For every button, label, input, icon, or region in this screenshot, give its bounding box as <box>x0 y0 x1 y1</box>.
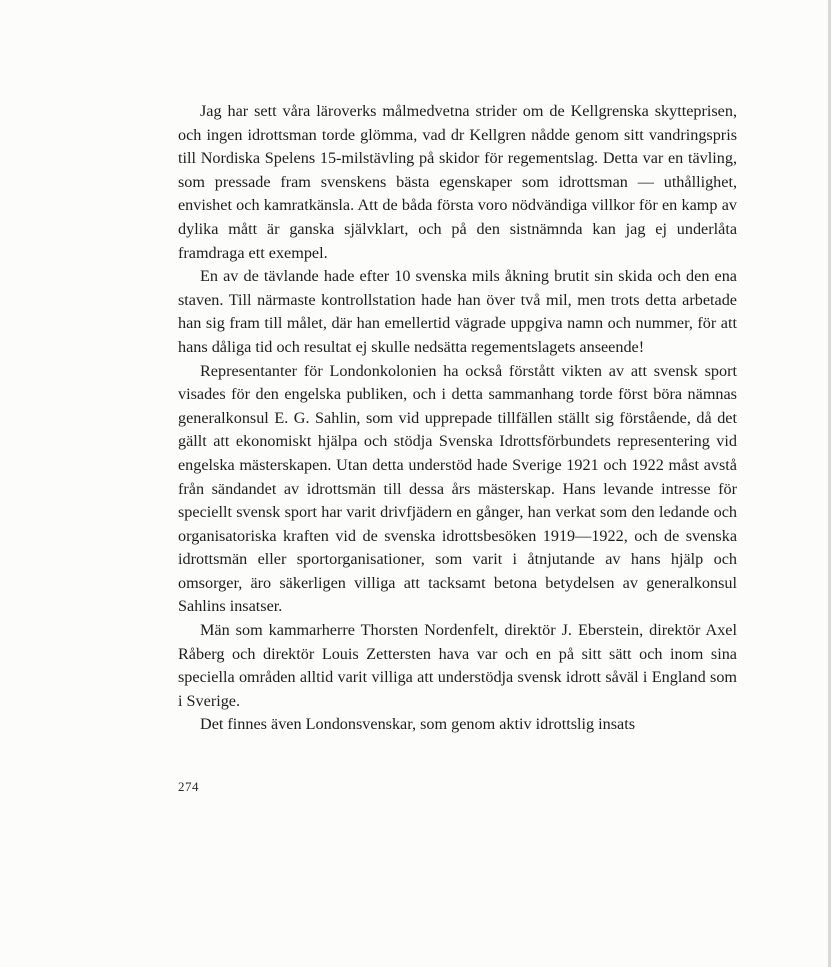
paragraph-4: Män som kammarherre Thorsten Nordenfelt, direktör J. Eberstein, direktör Axel Råberg och direktör Louis Zettersten hava var och en på sitt sätt och inom sina speciella områden alltid varit villiga att understödja svensk idrott såväl i England som i Sverige. <box>178 621 737 710</box>
page-number: 274 <box>178 779 199 794</box>
paragraph-5: Det finnes även Londonsvenskar, som genom aktiv idrottslig insats <box>200 715 635 734</box>
paragraph-1: Jag har sett våra läroverks målmedvetna strider om de Kellgrenska skytteprisen, och ingen idrottsman torde glömma, vad dr Kellgren nådde genom sitt vandringspris till Nordiska Spelens 15-milstävling på skidor för regementslag. Detta var en tävling, som pressade fram svenskens bästa egenskaper som idrottsman — uthållighet, envishet och kamratkänsla. Att de båda första voro nödvändiga villkor för en kamp av dylika mått är ganska självklart, och på den sistnämnda kan jag ej underlåta framdraga ett exempel. <box>178 102 737 262</box>
paragraph-2: En av de tävlande hade efter 10 svenska mils åkning brutit sin skida och den ena staven. Till närmaste kontrollstation hade han över två mil, men trots detta arbetade han sig fram till målet, där han emellertid vägrade uppgiva namn och nummer, för att hans dåliga tid och resultat ej skulle nedsätta regementslagets anseende! <box>178 267 737 356</box>
paragraph-3: Representanter för Londonkolonien ha också förstått vikten av att svensk sport visades för den engelska publiken, och i detta sammanhang torde först böra nämnas generalkonsul E. G. Sahlin, som vid upprepade tillfällen ställt sig förstående, då det gällt att ekonomiskt hjälpa och stödja Svenska Idrottsförbundets representering vid engelska mästerskapen. Utan detta understöd hade Sverige 1921 och 1922 måst avstå från sändandet av idrottsmän till dessa års mästerskap. Hans levande intresse för speciellt svensk sport har varit drivfjädern en gånger, han verkat som den ledande och organisatoriska kraften vid de svenska idrottsbesöken 1919—1922, och de svenska idrottsmän eller sportorganisationer, som varit i åtnjutande av hans hjälp och omsorger, äro säkerligen villiga att tacksamt betona betydelsen av generalkonsul Sahlins insatser. <box>178 361 737 616</box>
body-text <box>178 100 737 737</box>
